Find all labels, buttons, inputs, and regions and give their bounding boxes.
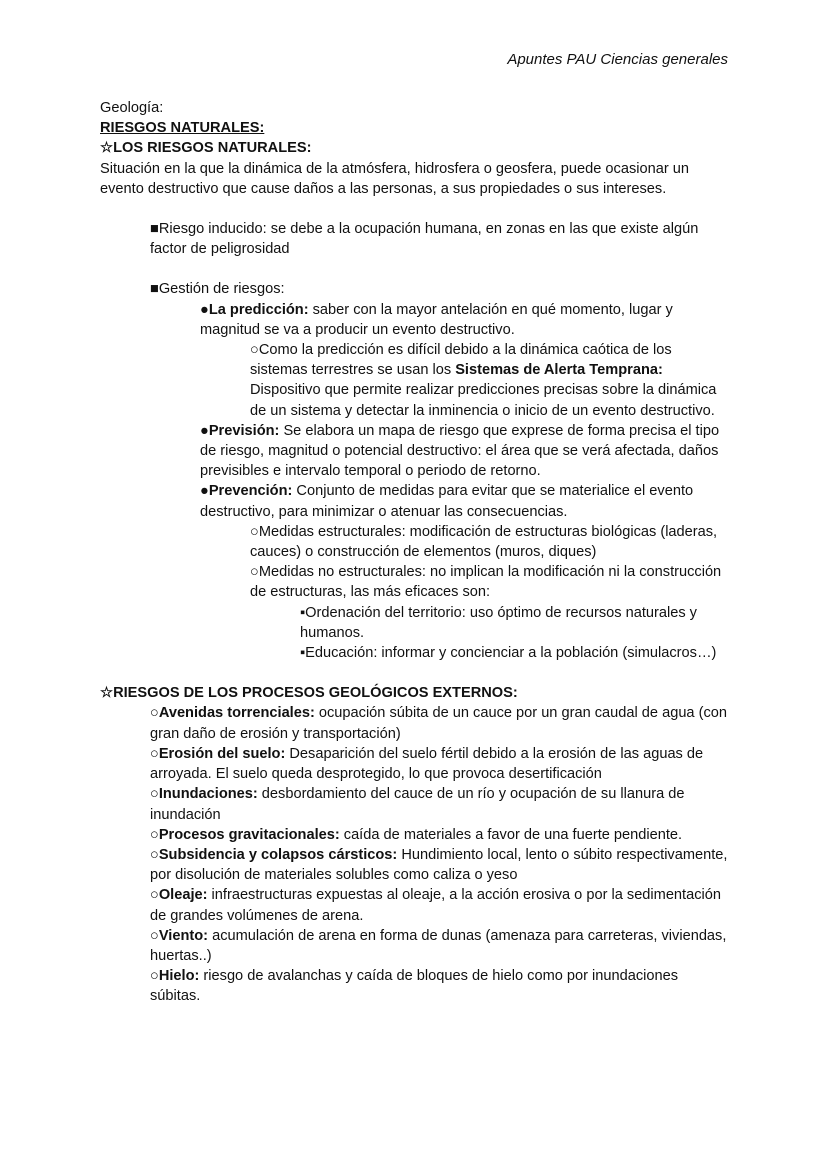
item-label: Subsidencia y colapsos cársticos: (158, 846, 398, 863)
prediccion-item (200, 300, 730, 340)
list-item (150, 825, 730, 845)
circle-bullet-icon: ○ (150, 826, 159, 843)
prevision-label: Previsión: (208, 422, 280, 439)
medidas-no-estructurales: ○Medidas no estructurales: no implican la modificación ni la construcción de estructuras, las más eficaces son: (250, 564, 722, 601)
prediccion-text: saber con la mayor antelación en qué momento, lugar y magnitud se va a producir un evento destructivo. (200, 301, 673, 338)
item-text: infraestructuras expuestas al oleaje, a la acción erosiva o por la sedimentación de grandes volúmenes de arena. (150, 887, 721, 924)
item-label: Viento: (158, 927, 209, 944)
item-label: Avenidas torrenciales: (158, 705, 315, 722)
circle-bullet-icon: ○ (150, 968, 159, 985)
list-item (150, 744, 730, 784)
item-text: desbordamiento del cauce de un río y ocupación de su llanura de inundación (150, 786, 685, 823)
item-text: caída de materiales a favor de una fuerte pendiente. (339, 826, 683, 843)
riesgo-inducido: ■Riesgo inducido: se debe a la ocupación humana, en zonas en las que existe algún factor de peligrosidad (150, 221, 699, 258)
prediccion-label: La predicción: (208, 301, 309, 318)
intro-paragraph: Situación en la que la dinámica de la atmósfera, hidrosfera o geosfera, puede ocasionar un evento destructivo que cause daños a las personas, a sus propiedades o sus intereses. (100, 160, 689, 197)
bullet-icon: ● (200, 301, 209, 318)
list-item (150, 703, 730, 743)
circle-bullet-icon: ○ (150, 705, 159, 722)
item-text: Hundimiento local, lento o súbito respectivamente, por disolución de materiales solubles como caliza o yeso (150, 846, 728, 884)
list-item (150, 784, 730, 824)
circle-bullet-icon: ○ (150, 786, 159, 803)
circle-bullet-icon: ○ (150, 846, 159, 863)
item-text: riesgo de avalanchas y caída de bloques de hielo como por inundaciones súbitas. (150, 968, 679, 1005)
prevision-item (200, 421, 730, 482)
educacion: ▪Educación: informar y concienciar a la población (simulacros…) (300, 645, 717, 662)
list-item (150, 966, 730, 1006)
item-label: Hielo: (158, 968, 200, 985)
main-title: RIESGOS NATURALES: (100, 120, 265, 137)
bullet-icon: ● (200, 422, 209, 439)
riesgos-externos-list (100, 703, 730, 1006)
list-item (150, 926, 730, 966)
alerta-temprana-item (250, 340, 730, 421)
item-text: ocupación súbita de un cauce por un gran caudal de agua (con gran daño de erosión y transportación) (150, 705, 727, 742)
list-item (150, 885, 730, 925)
prevision-text: Se elabora un mapa de riesgo que exprese de forma precisa el tipo de riesgo, magnitud o potencial destructivo: el área que se verá afectada, daños previsibles e intervalo temporal o periodo de retorno. (200, 422, 720, 480)
bullet-icon: ● (200, 483, 209, 500)
item-text: Desaparición del suelo fértil debido a la erosión de las aguas de arroyada. El suelo queda desprotegido, lo que provoca desertificación (150, 745, 704, 783)
alerta-pre: ○Como la predicción es difícil debido a la dinámica caótica de los sistemas terrestres se usan los (250, 342, 672, 379)
list-item (150, 845, 730, 885)
document-body (100, 98, 730, 1007)
item-label: Inundaciones: (158, 786, 258, 803)
page-header: Apuntes PAU Ciencias generales (507, 51, 728, 68)
circle-bullet-icon: ○ (150, 745, 159, 762)
item-label: Procesos gravitacionales: (158, 826, 340, 843)
ordenacion-territorio: ▪Ordenación del territorio: uso óptimo de recursos naturales y humanos. (300, 604, 697, 641)
circle-bullet-icon: ○ (150, 887, 159, 904)
gestion-riesgos-heading: ■Gestión de riesgos: (150, 281, 285, 298)
section-heading-procesos-externos: ☆RIESGOS DE LOS PROCESOS GEOLÓGICOS EXTERNOS: (100, 685, 518, 702)
circle-bullet-icon: ○ (150, 927, 159, 944)
prevencion-text: Conjunto de medidas para evitar que se materialice el evento destructivo, para minimizar o atenuar las consecuencias. (200, 483, 694, 520)
item-label: Erosión del suelo: (158, 745, 286, 762)
item-label: Oleaje: (158, 887, 208, 904)
prevencion-label: Prevención: (208, 483, 293, 500)
medidas-estructurales: ○Medidas estructurales: modificación de estructuras biológicas (laderas, cauces) o construcción de elementos (muros, diques) (250, 523, 718, 561)
subject-label: Geología: (100, 100, 164, 116)
section-heading-riesgos-naturales: ☆LOS RIESGOS NATURALES: (100, 140, 312, 157)
prevencion-item (200, 481, 730, 521)
alerta-label: Sistemas de Alerta Temprana: (455, 362, 663, 379)
alerta-post: Dispositivo que permite realizar predicciones precisas sobre la dinámica de un sistema y detectar la inminencia o inicio de un evento destructivo. (250, 382, 717, 419)
item-text: acumulación de arena en forma de dunas (amenaza para carreteras, viviendas, huertas..) (150, 927, 727, 964)
